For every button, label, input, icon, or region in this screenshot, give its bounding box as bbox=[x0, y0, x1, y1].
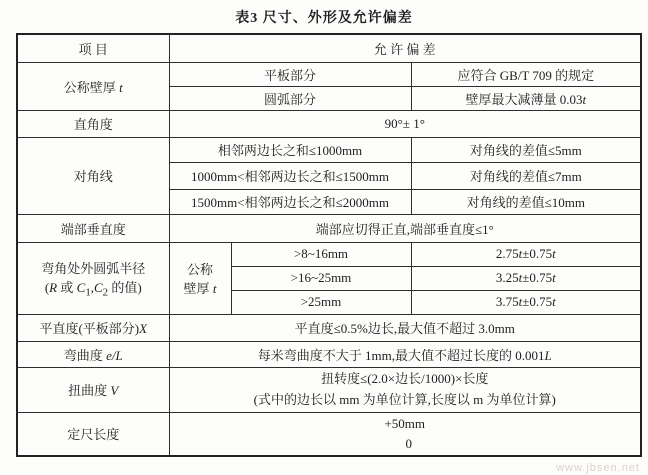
table-row bbox=[17, 242, 641, 266]
table-row bbox=[17, 412, 641, 456]
cell-camber-label: 弯曲度 e/L bbox=[17, 341, 169, 367]
table-row bbox=[17, 214, 641, 242]
spec-table bbox=[16, 33, 642, 457]
fixed-length-plus: +50mm bbox=[384, 415, 426, 431]
cell-fixed-length-tolerance bbox=[169, 412, 641, 456]
cell-twist-label: 扭曲度 V bbox=[17, 367, 169, 412]
cell-wall-flat-tolerance: 应符合 GB/T 709 的规定 bbox=[411, 62, 641, 86]
cell-corner-radius-condition-3: >25mm bbox=[231, 290, 411, 314]
cell-end-squareness-label: 端部垂直度 bbox=[17, 214, 169, 242]
table-title: 表3 尺寸、外形及允许偏差 bbox=[235, 11, 413, 26]
watermark: www.jbsen.net bbox=[556, 462, 640, 474]
cell-diagonal-condition-3: 1500mm<相邻两边长之和≤2000mm bbox=[169, 189, 411, 214]
cell-corner-radius-tolerance-2: 3.25t±0.75t bbox=[411, 266, 641, 290]
table-row bbox=[17, 341, 641, 367]
cell-diagonal-condition-2: 1000mm<相邻两边长之和≤1500mm bbox=[169, 162, 411, 189]
cell-corner-radius-tolerance-3: 3.75t±0.75t bbox=[411, 290, 641, 314]
cell-wall-arc-tolerance: 壁厚最大减薄量 0.03t bbox=[411, 86, 641, 110]
cell-corner-radius-condition-1: >8~16mm bbox=[231, 242, 411, 266]
twist-tolerance-line1: 扭转度≤(2.0×边长/1000)×长度 bbox=[321, 371, 489, 387]
corner-radius-group-line1: 公称 bbox=[186, 262, 213, 277]
cell-corner-radius-group-label bbox=[169, 242, 231, 314]
corner-radius-label-line1: 弯角处外圆弧半径 bbox=[41, 260, 146, 276]
cell-diagonal-tolerance-2: 对角线的差值≤7mm bbox=[411, 162, 641, 189]
cell-wall-arc-condition: 圆弧部分 bbox=[169, 86, 411, 110]
table-row bbox=[17, 137, 641, 162]
cell-diagonal-tolerance-3: 对角线的差值≤10mm bbox=[411, 189, 641, 214]
cell-end-squareness-tolerance: 端部应切得正直,端部垂直度≤1° bbox=[169, 214, 641, 242]
table-row bbox=[17, 34, 641, 62]
twist-tolerance-line2: (式中的边长以 mm 为单位计算,长度以 m 为单位计算) bbox=[253, 391, 556, 407]
header-item: 项 目 bbox=[17, 34, 169, 62]
table-row bbox=[17, 314, 641, 341]
cell-wall-flat-condition: 平板部分 bbox=[169, 62, 411, 86]
cell-corner-radius-condition-2: >16~25mm bbox=[231, 266, 411, 290]
corner-radius-group-line2: 壁厚 t bbox=[183, 281, 217, 296]
cell-diagonal-tolerance-1: 对角线的差值≤5mm bbox=[411, 137, 641, 162]
corner-radius-label-line2: (R 或 $C_1,C_2$ 的值) bbox=[44, 279, 142, 299]
cell-wall-thickness-label: 公称壁厚 t bbox=[17, 62, 169, 110]
table-row bbox=[17, 62, 641, 86]
cell-squareness-label: 直角度 bbox=[17, 110, 169, 137]
cell-fixed-length-label: 定尺长度 bbox=[17, 412, 169, 456]
cell-diagonal-label: 对角线 bbox=[17, 137, 169, 214]
cell-corner-radius-label bbox=[17, 242, 169, 314]
cell-flatness-tolerance: 平直度≤0.5%边长,最大值不超过 3.0mm bbox=[169, 314, 641, 341]
cell-camber-tolerance: 每米弯曲度不大于 1mm,最大值不超过长度的 0.001L bbox=[169, 341, 641, 367]
fixed-length-minus: 0 bbox=[405, 435, 412, 451]
cell-twist-tolerance bbox=[169, 367, 641, 412]
header-tolerance: 允 许 偏 差 bbox=[169, 34, 641, 62]
cell-squareness-tolerance: 90°± 1° bbox=[169, 110, 641, 137]
cell-diagonal-condition-1: 相邻两边长之和≤1000mm bbox=[169, 137, 411, 162]
table-row bbox=[17, 110, 641, 137]
cell-corner-radius-tolerance-1: 2.75t±0.75t bbox=[411, 242, 641, 266]
cell-flatness-label: 平直度(平板部分)X bbox=[17, 314, 169, 341]
table-row bbox=[17, 367, 641, 412]
